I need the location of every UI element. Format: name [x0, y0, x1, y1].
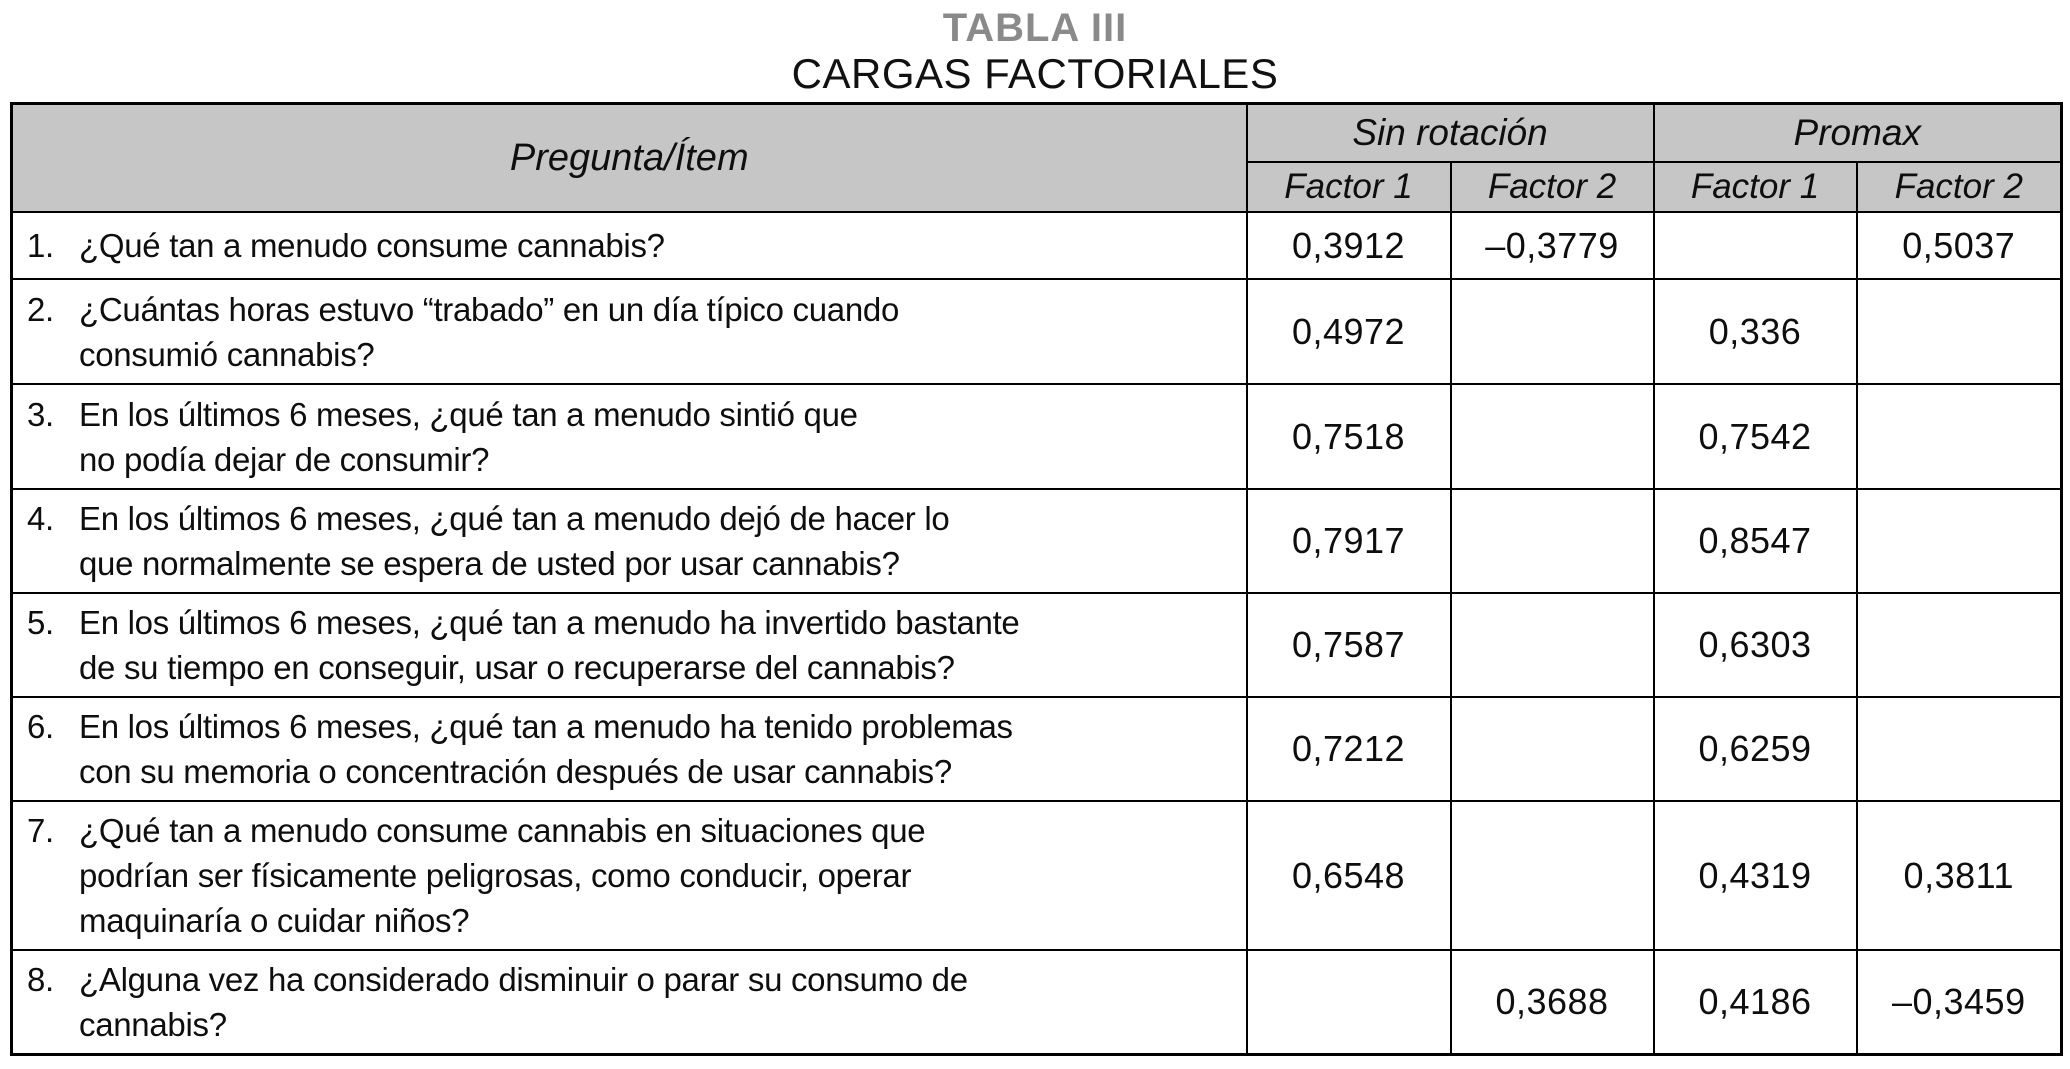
page-title: CARGAS FACTORIALES — [791, 50, 1279, 97]
table-row — [12, 593, 2062, 697]
factor-loading-cell — [1654, 212, 1857, 279]
subheader-promax-factor-1: Factor 1 — [1654, 162, 1857, 212]
factor-loading-cell: 0,3811 — [1857, 801, 2062, 950]
table-kicker: TABLA III — [942, 6, 1128, 50]
group-header-row — [12, 104, 2062, 163]
subheader-sin-rotacion-factor-1: Factor 1 — [1247, 162, 1451, 212]
factor-loading-cell: 0,3912 — [1247, 212, 1451, 279]
factor-loading-cell — [1857, 697, 2062, 801]
factor-loading-cell: –0,3779 — [1451, 212, 1654, 279]
column-header-pregunta-item: Pregunta/Ítem — [12, 104, 1247, 213]
group-header-sin-rotacion: Sin rotación — [1247, 104, 1654, 163]
question-cell — [12, 384, 1247, 489]
table-row — [12, 279, 2062, 384]
factor-loading-cell — [1857, 384, 2062, 489]
factor-loading-cell: 0,5037 — [1857, 212, 2062, 279]
question-number: 4. — [27, 500, 54, 537]
question-text: ¿Qué tan a menudo consume cannabis en situaciones que podrían ser físicamente peligrosas, como conducir, operar maquinaría o cuidar niños? — [79, 812, 926, 939]
factor-loading-cell: 0,4186 — [1654, 950, 1857, 1055]
question-number: 6. — [27, 708, 54, 745]
title-block — [0, 0, 2070, 98]
factor-loading-cell: 0,7212 — [1247, 697, 1451, 801]
group-header-promax: Promax — [1654, 104, 2062, 163]
factor-loading-cell: –0,3459 — [1857, 950, 2062, 1055]
table-row — [12, 950, 2062, 1055]
question-cell — [12, 950, 1247, 1055]
question-number: 8. — [27, 961, 54, 998]
factor-loading-cell: 0,336 — [1654, 279, 1857, 384]
factor-loading-cell: 0,4319 — [1654, 801, 1857, 950]
question-number: 5. — [27, 604, 54, 641]
question-text: En los últimos 6 meses, ¿qué tan a menudo ha invertido bastante de su tiempo en conseguir, usar o recuperarse del cannabis? — [79, 604, 1020, 686]
question-number: 1. — [27, 227, 54, 264]
table-row — [12, 384, 2062, 489]
factor-loading-cell: 0,8547 — [1654, 489, 1857, 593]
factor-loading-cell — [1451, 593, 1654, 697]
factor-loading-cell: 0,3688 — [1451, 950, 1654, 1055]
question-text: ¿Alguna vez ha considerado disminuir o parar su consumo de cannabis? — [79, 961, 968, 1043]
table-body — [12, 212, 2062, 1055]
factor-loading-cell — [1451, 279, 1654, 384]
subheader-sin-rotacion-factor-2: Factor 2 — [1451, 162, 1654, 212]
question-number: 2. — [27, 290, 54, 328]
question-cell — [12, 697, 1247, 801]
question-cell — [12, 801, 1247, 950]
question-text: ¿Cuántas horas estuvo “trabado” en un día típico cuando consumió cannabis? — [79, 290, 900, 373]
table-row — [12, 801, 2062, 950]
table-row — [12, 212, 2062, 279]
question-number: 3. — [27, 395, 54, 433]
factor-loading-cell — [1247, 950, 1451, 1055]
subheader-promax-factor-2: Factor 2 — [1857, 162, 2062, 212]
factor-loading-cell: 0,7587 — [1247, 593, 1451, 697]
factor-loading-cell: 0,4972 — [1247, 279, 1451, 384]
factor-loadings-table — [10, 102, 2063, 1056]
question-cell — [12, 279, 1247, 384]
table-row — [12, 697, 2062, 801]
question-cell — [12, 593, 1247, 697]
table-header — [12, 104, 2062, 213]
factor-loading-cell: 0,6259 — [1654, 697, 1857, 801]
question-text: En los últimos 6 meses, ¿qué tan a menudo ha tenido problemas con su memoria o concentración después de usar cannabis? — [79, 708, 1013, 790]
factor-loading-cell — [1857, 593, 2062, 697]
factor-loading-cell: 0,6303 — [1654, 593, 1857, 697]
question-text: En los últimos 6 meses, ¿qué tan a menudo sintió que no podía dejar de consumir? — [79, 395, 858, 478]
question-text: En los últimos 6 meses, ¿qué tan a menudo dejó de hacer lo que normalmente se espera de usted por usar cannabis? — [79, 500, 950, 582]
factor-loading-cell — [1451, 697, 1654, 801]
factor-loading-cell — [1857, 489, 2062, 593]
factor-loading-cell — [1451, 489, 1654, 593]
factor-loading-cell — [1451, 801, 1654, 950]
question-text: ¿Qué tan a menudo consume cannabis? — [79, 227, 665, 264]
question-cell — [12, 489, 1247, 593]
factor-loading-cell — [1451, 384, 1654, 489]
factor-loading-cell: 0,7917 — [1247, 489, 1451, 593]
question-cell — [12, 212, 1247, 279]
factor-loading-cell — [1857, 279, 2062, 384]
table-row — [12, 489, 2062, 593]
factor-loading-cell: 0,6548 — [1247, 801, 1451, 950]
question-number: 7. — [27, 812, 54, 849]
factor-loading-cell: 0,7518 — [1247, 384, 1451, 489]
factor-loading-cell: 0,7542 — [1654, 384, 1857, 489]
